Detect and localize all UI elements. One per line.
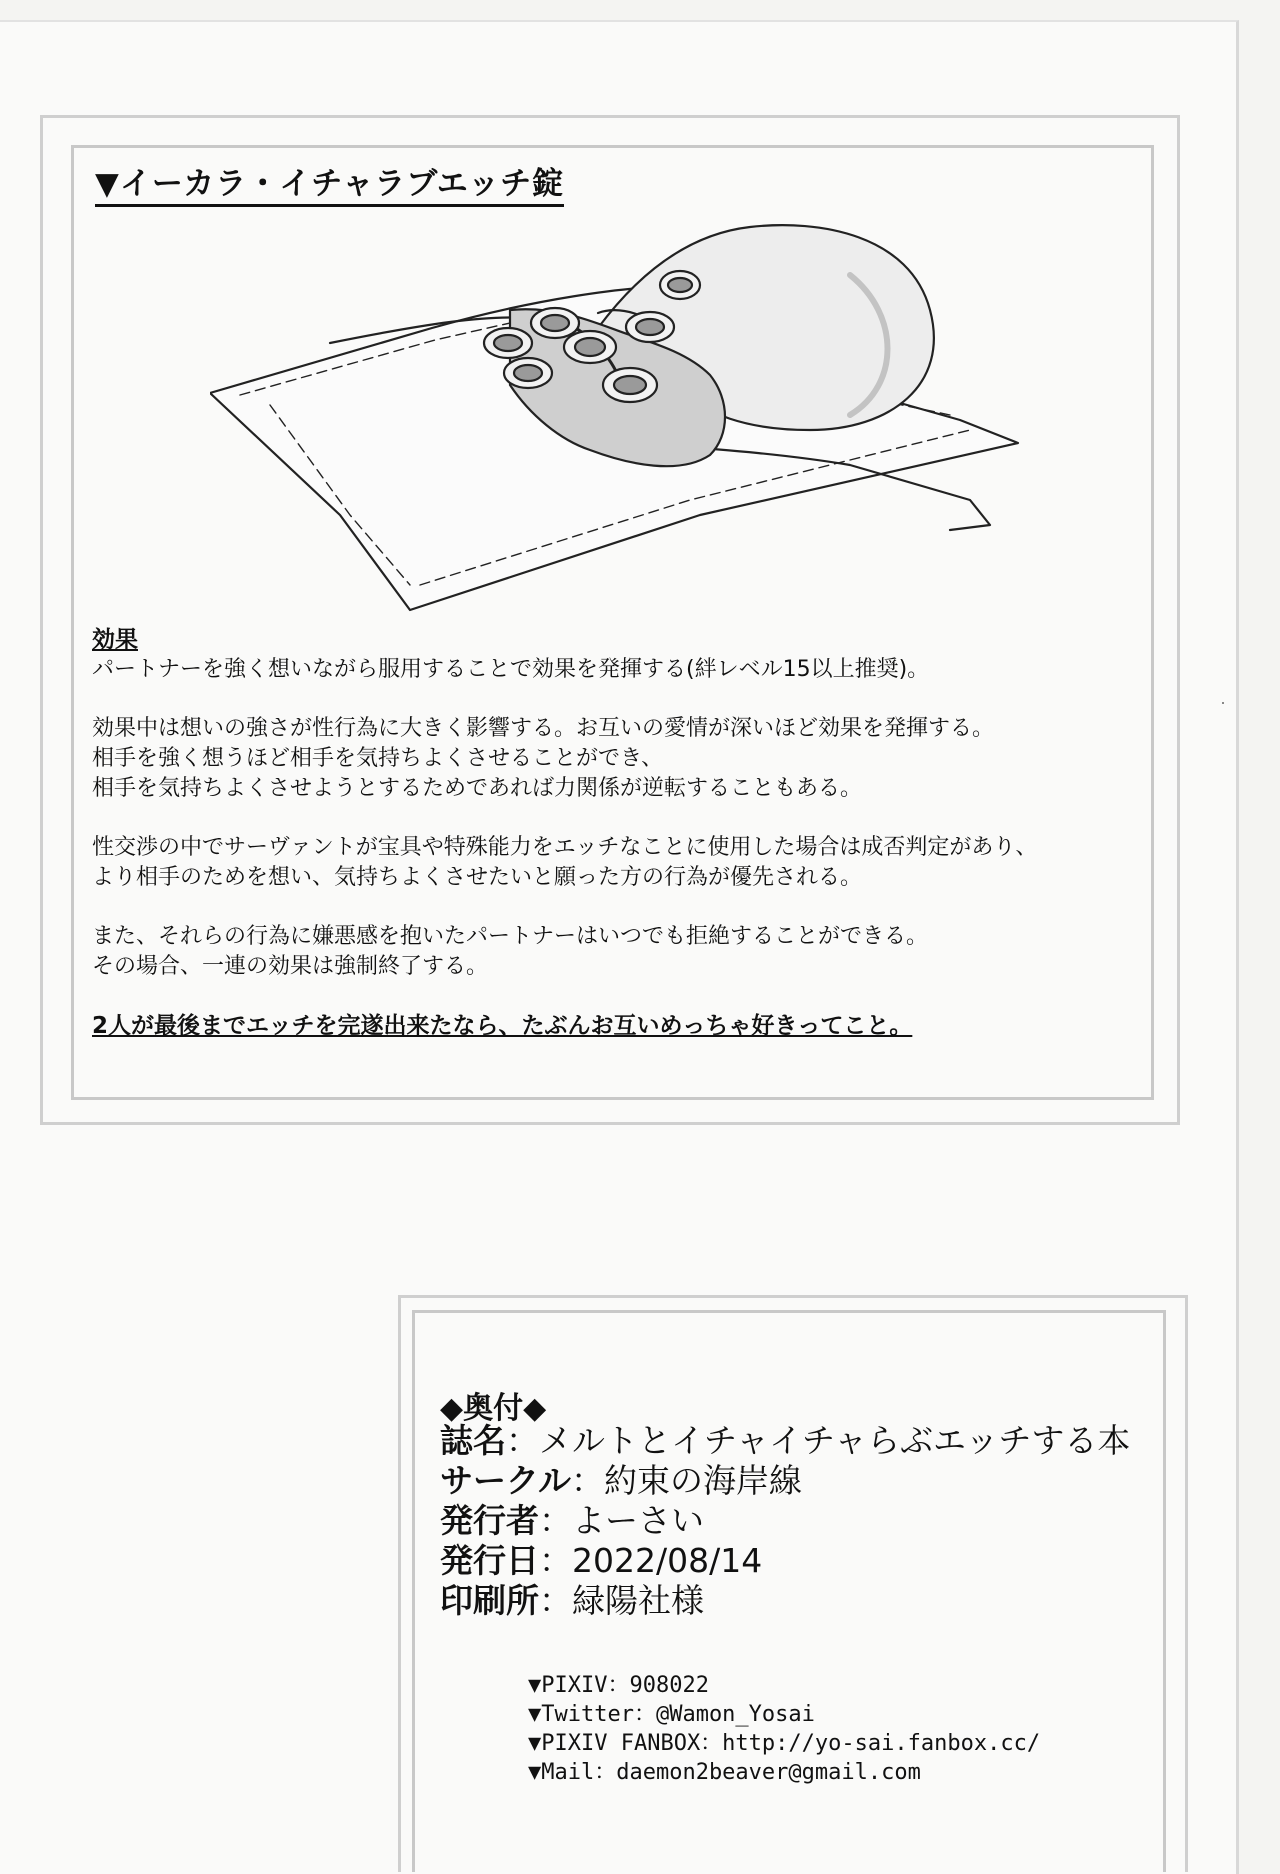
fanbox-link: ▼PIXIV FANBOX：http://yo-sai.fanbox.cc/ bbox=[528, 1731, 1041, 1756]
colophon-row bbox=[440, 1501, 1130, 1541]
effect-line: また、それらの行為に嫌悪感を抱いたパートナーはいつでも拒絶することができる。 bbox=[92, 924, 929, 949]
colophon-list bbox=[440, 1421, 1130, 1621]
contact-links bbox=[528, 1671, 1040, 1787]
colophon-label: 発行者 bbox=[440, 1501, 539, 1540]
colophon-separator: ： bbox=[506, 1421, 539, 1460]
effect-line: より相手のためを想い、気持ちよくさせたいと願った方の行為が優先される。 bbox=[92, 865, 863, 890]
colophon-value: 約束の海岸線 bbox=[604, 1461, 803, 1500]
colophon-separator: ： bbox=[539, 1541, 572, 1580]
colophon-row bbox=[440, 1461, 1130, 1501]
colophon-row bbox=[440, 1581, 1130, 1621]
pill-pouch-illustration bbox=[210, 215, 1020, 615]
colophon-value: 2022/08/14 bbox=[572, 1541, 763, 1580]
colophon-separator: ： bbox=[539, 1581, 572, 1620]
effect-line: その場合、一連の効果は強制終了する。 bbox=[92, 954, 489, 979]
mail-link: ▼Mail：daemon2beaver@gmail.com bbox=[528, 1760, 921, 1785]
colophon-title: ◆奥付◆ bbox=[440, 1391, 547, 1426]
effect-line: 性交渉の中でサーヴァントが宝具や特殊能力をエッチなことに使用した場合は成否判定があり、 bbox=[92, 835, 1038, 860]
effect-heading: 効果 bbox=[92, 627, 138, 653]
colophon-value: よーさい bbox=[572, 1501, 704, 1540]
colophon-label: 印刷所 bbox=[440, 1581, 539, 1620]
colophon-separator: ： bbox=[571, 1461, 605, 1500]
pixiv-link: ▼PIXIV：908022 bbox=[528, 1673, 709, 1698]
twitter-link: ▼Twitter：@Wamon_Yosai bbox=[528, 1702, 815, 1727]
colophon-label: 発行日 bbox=[440, 1541, 539, 1580]
effect-line: 相手を気持ちよくさせようとするためであれば力関係が逆転することもある。 bbox=[92, 776, 863, 801]
colophon-row bbox=[440, 1421, 1130, 1461]
colophon-label: 誌名 bbox=[440, 1421, 506, 1460]
effect-closing: 2人が最後までエッチを完遂出来たなら、たぶんお互いめっちゃ好きってこと。 bbox=[92, 1013, 913, 1039]
item-title: ▼イーカラ・イチャラブエッチ錠 bbox=[95, 166, 564, 207]
effect-line: 効果中は想いの強さが性行為に大きく影響する。お互いの愛情が深いほど効果を発揮する。 bbox=[92, 716, 995, 741]
colophon-row bbox=[440, 1541, 1130, 1581]
effect-line: パートナーを強く想いながら服用することで効果を発揮する(絆レベル15以上推奨)。 bbox=[92, 657, 930, 682]
colophon-value: メルトとイチャイチャらぶエッチする本 bbox=[539, 1421, 1131, 1460]
colophon-value: 緑陽社様 bbox=[572, 1581, 704, 1620]
paper-speck bbox=[1222, 702, 1224, 704]
colophon-label: サークル bbox=[440, 1461, 572, 1500]
effect-line: 相手を強く想うほど相手を気持ちよくさせることができ、 bbox=[92, 746, 664, 771]
effect-section bbox=[92, 625, 1142, 1041]
colophon-separator: ： bbox=[539, 1501, 572, 1540]
